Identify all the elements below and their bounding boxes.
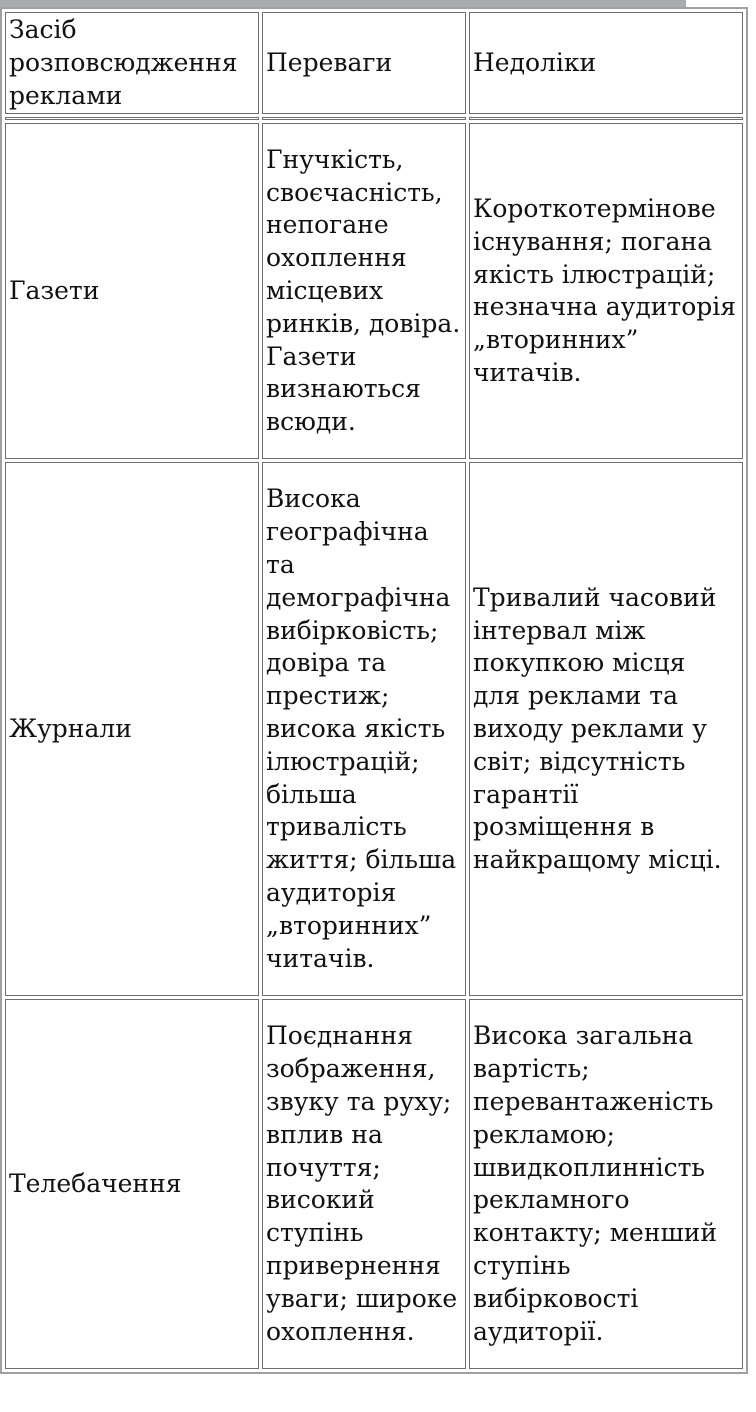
header-cell-advantages bbox=[262, 12, 466, 114]
spacer-cell bbox=[469, 117, 743, 120]
advantages-text: Поєднання зображення, звуку та руху; вплив на почуття; високий ступінь привернення уваги; широке охоплення. bbox=[266, 1021, 458, 1346]
advantages-text: Висока географічна та демографічна вибірковість; довіра та престиж; висока якість ілюстрацій; більша тривалість життя; більша аудиторія „вторинних” читачів. bbox=[266, 484, 457, 973]
medium-text: Телебачення bbox=[9, 1168, 182, 1198]
table-row bbox=[5, 462, 743, 996]
spacer-cell bbox=[5, 117, 259, 120]
disadvantages-text: Короткотермінове існування; погана якість ілюстрацій; незначна аудиторія „вторинних” читачів. bbox=[473, 194, 737, 387]
table-spacer-row bbox=[5, 117, 743, 120]
table-row bbox=[5, 123, 743, 459]
header-cell-medium bbox=[5, 12, 259, 114]
header-disadvantages-text: Недоліки bbox=[473, 47, 597, 77]
medium-cell bbox=[5, 999, 259, 1369]
advantages-text: Гнучкість, своєчасність, непогане охоплення місцевих ринків, довіра. Газети визнаються всюди. bbox=[266, 144, 461, 437]
header-advantages-text: Переваги bbox=[266, 47, 393, 77]
disadvantages-cell bbox=[469, 999, 743, 1369]
advantages-cell bbox=[262, 999, 466, 1369]
medium-text: Газети bbox=[9, 275, 100, 305]
disadvantages-text: Висока загальна вартість; перевантаженість рекламою; швидкоплинність рекламного контакту; менший ступінь вибірковості аудиторії. bbox=[473, 1021, 718, 1346]
spacer-cell bbox=[262, 117, 466, 120]
disadvantages-cell bbox=[469, 462, 743, 996]
table-header-row bbox=[5, 12, 743, 114]
advertising-media-table bbox=[0, 7, 748, 1374]
medium-cell bbox=[5, 462, 259, 996]
disadvantages-cell bbox=[469, 123, 743, 459]
advantages-cell bbox=[262, 462, 466, 996]
medium-cell bbox=[5, 123, 259, 459]
header-medium-text: Засіб розповсюдження реклами bbox=[9, 15, 238, 110]
table-row bbox=[5, 999, 743, 1369]
header-cell-disadvantages bbox=[469, 12, 743, 114]
medium-text: Журнали bbox=[9, 713, 132, 743]
disadvantages-text: Тривалий часовий інтервал між покупкою місця для реклами та виходу реклами у світ; відсутність гарантії розміщення в найкращому місці. bbox=[473, 582, 722, 875]
advantages-cell bbox=[262, 123, 466, 459]
